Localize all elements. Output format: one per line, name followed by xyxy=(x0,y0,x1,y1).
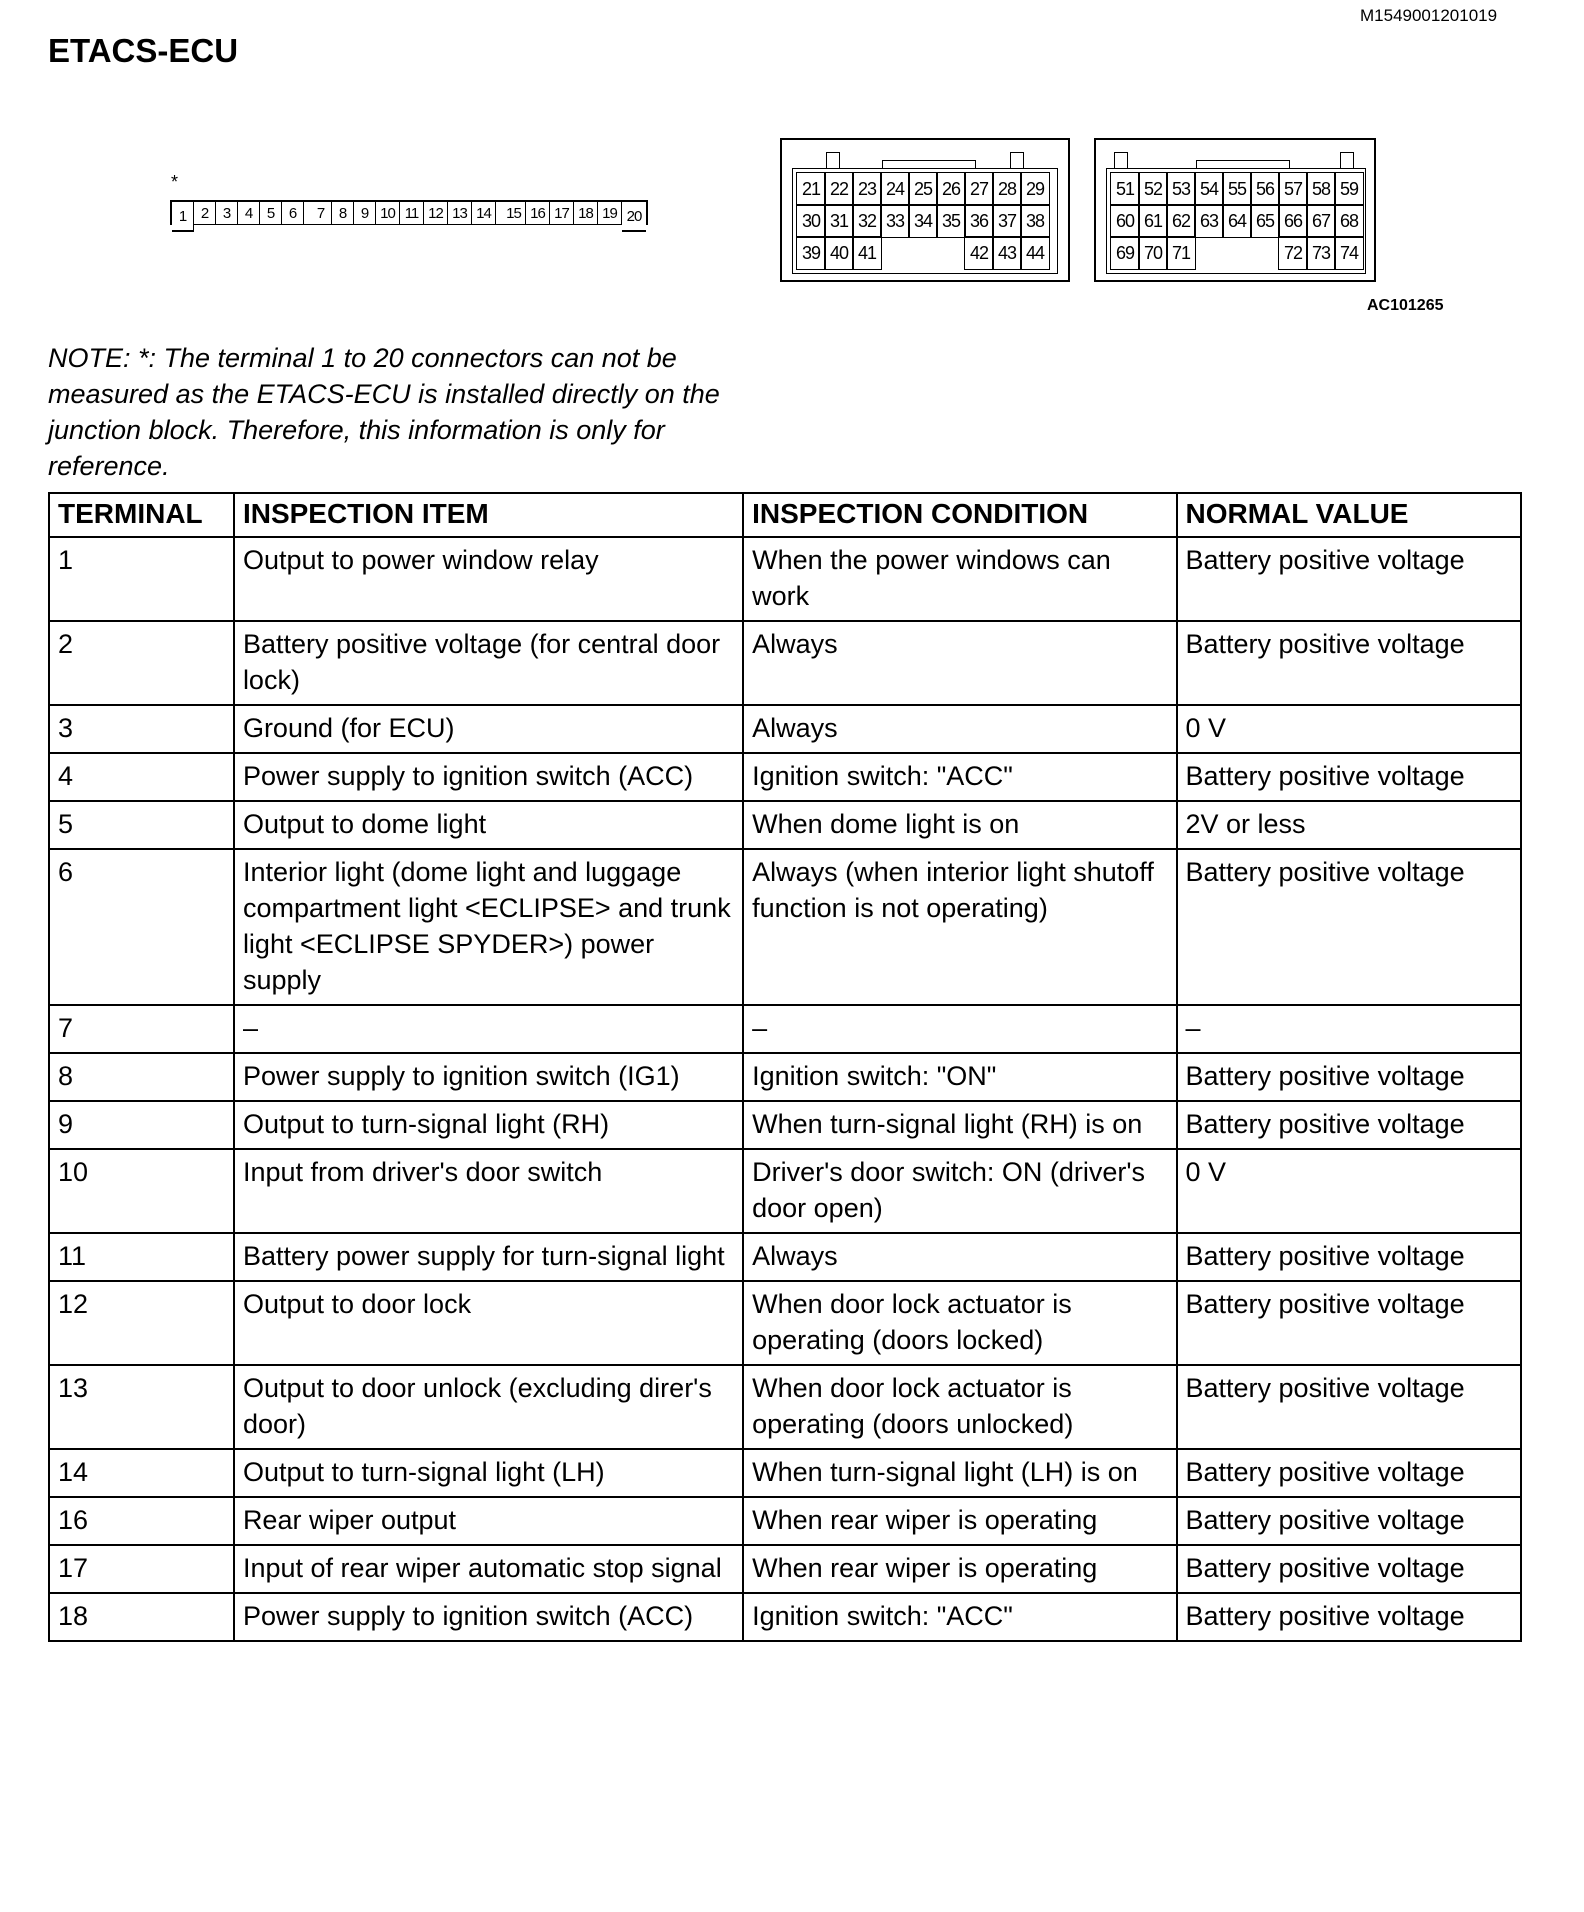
connector-strip-1-20 xyxy=(170,200,648,225)
cell-terminal: 8 xyxy=(49,1053,234,1101)
connector-pin: 30 xyxy=(796,204,825,237)
strip-pin: 2 xyxy=(194,202,216,225)
table-row xyxy=(49,537,1521,621)
reference-note: NOTE: *: The terminal 1 to 20 connectors can not be measured as the ETACS-ECU is installed directly on the junction block. Therefore, this information is only for reference. xyxy=(48,343,720,481)
cell-inspection-condition: When door lock actuator is operating (doors unlocked) xyxy=(743,1365,1176,1449)
connector-pin: 23 xyxy=(852,172,881,205)
connector-pin: 37 xyxy=(992,204,1021,237)
connector-pin: 68 xyxy=(1334,204,1363,237)
strip-pin: 8 xyxy=(332,202,354,225)
document-id: M1549001201019 xyxy=(1360,6,1498,25)
connector-key-left xyxy=(1114,152,1128,169)
connector-pin: 39 xyxy=(796,236,825,269)
cell-inspection-item: Power supply to ignition switch (ACC) xyxy=(234,753,743,801)
cell-normal-value: – xyxy=(1177,1005,1522,1053)
cell-terminal: 12 xyxy=(49,1281,234,1365)
cell-terminal: 7 xyxy=(49,1005,234,1053)
cell-normal-value: Battery positive voltage xyxy=(1177,1449,1522,1497)
table-row xyxy=(49,621,1521,705)
table-row xyxy=(49,1233,1521,1281)
strip-pin: 19 xyxy=(598,202,622,225)
connector-empty-slot xyxy=(1250,236,1279,269)
connector-pin: 31 xyxy=(824,204,853,237)
connector-pin: 26 xyxy=(936,172,965,205)
cell-inspection-condition: When turn-signal light (LH) is on xyxy=(743,1449,1176,1497)
connector-pin: 42 xyxy=(964,236,993,269)
connector-pin: 43 xyxy=(992,236,1021,269)
connector-pin: 58 xyxy=(1306,172,1335,205)
connector-empty-slot xyxy=(880,236,909,269)
connector-pin: 65 xyxy=(1250,204,1279,237)
cell-inspection-item: Output to door unlock (excluding direr's door) xyxy=(234,1365,743,1449)
cell-normal-value: 2V or less xyxy=(1177,801,1522,849)
connector-pin: 40 xyxy=(824,236,853,269)
strip-pin: 9 xyxy=(354,202,376,225)
cell-inspection-condition: When dome light is on xyxy=(743,801,1176,849)
strip-pin: 6 xyxy=(282,202,304,225)
strip-pin: 12 xyxy=(424,202,448,225)
connector-pin: 22 xyxy=(824,172,853,205)
cell-inspection-condition: When rear wiper is operating xyxy=(743,1545,1176,1593)
cell-normal-value: Battery positive voltage xyxy=(1177,1281,1522,1365)
connector-pin: 57 xyxy=(1278,172,1307,205)
cell-inspection-item: Output to turn-signal light (LH) xyxy=(234,1449,743,1497)
cell-inspection-item: Interior light (dome light and luggage compartment light <ECLIPSE> and trunk light <ECLIPSE SPYDER>) power supply xyxy=(234,849,743,1005)
cell-inspection-condition: – xyxy=(743,1005,1176,1053)
strip-pin: 18 xyxy=(574,202,598,225)
cell-terminal: 3 xyxy=(49,705,234,753)
cell-inspection-item: Battery power supply for turn-signal light xyxy=(234,1233,743,1281)
strip-pin: 4 xyxy=(238,202,260,225)
connector-empty-slot xyxy=(1194,236,1223,269)
cell-normal-value: Battery positive voltage xyxy=(1177,621,1522,705)
connector-pin: 62 xyxy=(1166,204,1195,237)
cell-inspection-item: Power supply to ignition switch (ACC) xyxy=(234,1593,743,1641)
strip-pin: 13 xyxy=(448,202,472,225)
cell-inspection-item: Battery positive voltage (for central door lock) xyxy=(234,621,743,705)
connector-pin: 55 xyxy=(1222,172,1251,205)
connector-key-left xyxy=(826,152,840,169)
table-row xyxy=(49,1497,1521,1545)
connector-pin: 32 xyxy=(852,204,881,237)
cell-inspection-condition: Ignition switch: "ACC" xyxy=(743,753,1176,801)
connector-pin: 71 xyxy=(1166,236,1195,269)
table-row xyxy=(49,1593,1521,1641)
connector-pin: 25 xyxy=(908,172,937,205)
cell-inspection-condition: When rear wiper is operating xyxy=(743,1497,1176,1545)
cell-inspection-item: – xyxy=(234,1005,743,1053)
table-row xyxy=(49,1365,1521,1449)
cell-inspection-condition: When turn-signal light (RH) is on xyxy=(743,1101,1176,1149)
connector-pin: 34 xyxy=(908,204,937,237)
cell-inspection-condition: Driver's door switch: ON (driver's door open) xyxy=(743,1149,1176,1233)
cell-normal-value: Battery positive voltage xyxy=(1177,1233,1522,1281)
cell-normal-value: Battery positive voltage xyxy=(1177,1545,1522,1593)
connector-pin: 51 xyxy=(1110,172,1139,205)
cell-inspection-item: Input from driver's door switch xyxy=(234,1149,743,1233)
connector-key-right xyxy=(1340,152,1354,169)
connector-pin: 56 xyxy=(1250,172,1279,205)
strip-pin: 20 xyxy=(622,202,646,232)
connector-pin: 66 xyxy=(1278,204,1307,237)
connector-pin: 64 xyxy=(1222,204,1251,237)
table-row xyxy=(49,801,1521,849)
connector-pin: 28 xyxy=(992,172,1021,205)
cell-inspection-condition: Always (when interior light shutoff function is not operating) xyxy=(743,849,1176,1005)
cell-inspection-item: Output to dome light xyxy=(234,801,743,849)
cell-inspection-condition: Always xyxy=(743,621,1176,705)
cell-inspection-condition: When the power windows can work xyxy=(743,537,1176,621)
cell-inspection-condition: Always xyxy=(743,705,1176,753)
strip-pin: 7 xyxy=(310,202,332,225)
connector-pin: 69 xyxy=(1110,236,1139,269)
connector-empty-slot xyxy=(908,236,937,269)
table-row xyxy=(49,1149,1521,1233)
cell-normal-value: Battery positive voltage xyxy=(1177,1101,1522,1149)
connector-pin: 54 xyxy=(1194,172,1223,205)
cell-terminal: 4 xyxy=(49,753,234,801)
cell-normal-value: Battery positive voltage xyxy=(1177,753,1522,801)
cell-normal-value: Battery positive voltage xyxy=(1177,849,1522,1005)
connector-block-51-74 xyxy=(1094,138,1376,282)
table-row xyxy=(49,1545,1521,1593)
connector-key-right xyxy=(1010,152,1024,169)
connector-pin: 38 xyxy=(1020,204,1049,237)
connector-pin: 72 xyxy=(1278,236,1307,269)
cell-inspection-condition: Ignition switch: "ACC" xyxy=(743,1593,1176,1641)
connector-pin: 59 xyxy=(1334,172,1363,205)
table-row xyxy=(49,705,1521,753)
table-header-row xyxy=(49,493,1521,537)
cell-inspection-item: Input of rear wiper automatic stop signal xyxy=(234,1545,743,1593)
connector-empty-slot xyxy=(1222,236,1251,269)
connector-pin: 70 xyxy=(1138,236,1167,269)
connector-pin: 63 xyxy=(1194,204,1223,237)
cell-terminal: 6 xyxy=(49,849,234,1005)
table-row xyxy=(49,1101,1521,1149)
table-row xyxy=(49,1005,1521,1053)
cell-inspection-condition: Ignition switch: "ON" xyxy=(743,1053,1176,1101)
cell-inspection-item: Power supply to ignition switch (IG1) xyxy=(234,1053,743,1101)
cell-normal-value: 0 V xyxy=(1177,705,1522,753)
strip-pin: 17 xyxy=(550,202,574,225)
table-row xyxy=(49,1053,1521,1101)
table-row xyxy=(49,849,1521,1005)
connector-pin: 24 xyxy=(880,172,909,205)
column-header-inspection-item: INSPECTION ITEM xyxy=(234,493,743,537)
connector-pin: 29 xyxy=(1020,172,1049,205)
cell-terminal: 18 xyxy=(49,1593,234,1641)
strip-pin: 15 xyxy=(502,202,526,225)
strip-pin: 3 xyxy=(216,202,238,225)
cell-inspection-condition: When door lock actuator is operating (doors locked) xyxy=(743,1281,1176,1365)
cell-normal-value: 0 V xyxy=(1177,1149,1522,1233)
connector-pin: 41 xyxy=(852,236,881,269)
figure-id: AC101265 xyxy=(1367,297,1444,314)
cell-terminal: 17 xyxy=(49,1545,234,1593)
connector-pin: 27 xyxy=(964,172,993,205)
cell-inspection-condition: Always xyxy=(743,1233,1176,1281)
connector-pin: 61 xyxy=(1138,204,1167,237)
cell-terminal: 13 xyxy=(49,1365,234,1449)
table-row xyxy=(49,753,1521,801)
strip-pin: 5 xyxy=(260,202,282,225)
column-header-normal-value: NORMAL VALUE xyxy=(1177,493,1522,537)
strip-pin: 11 xyxy=(400,202,424,225)
cell-terminal: 10 xyxy=(49,1149,234,1233)
connector-pin: 36 xyxy=(964,204,993,237)
cell-terminal: 5 xyxy=(49,801,234,849)
table-row xyxy=(49,1281,1521,1365)
connector-pin: 44 xyxy=(1020,236,1049,269)
cell-normal-value: Battery positive voltage xyxy=(1177,1053,1522,1101)
cell-normal-value: Battery positive voltage xyxy=(1177,1497,1522,1545)
connector-pin: 67 xyxy=(1306,204,1335,237)
strip-pin: 16 xyxy=(526,202,550,225)
cell-inspection-item: Output to power window relay xyxy=(234,537,743,621)
connector-pin: 53 xyxy=(1166,172,1195,205)
column-header-terminal: TERMINAL xyxy=(49,493,234,537)
connector-pin: 73 xyxy=(1306,236,1335,269)
cell-terminal: 9 xyxy=(49,1101,234,1149)
connector-pin: 33 xyxy=(880,204,909,237)
connector-block-21-44 xyxy=(780,138,1070,282)
cell-terminal: 2 xyxy=(49,621,234,705)
cell-inspection-item: Output to turn-signal light (RH) xyxy=(234,1101,743,1149)
inspection-table xyxy=(48,492,1522,1642)
asterisk-mark: * xyxy=(171,172,179,192)
connector-empty-slot xyxy=(936,236,965,269)
connector-pin: 21 xyxy=(796,172,825,205)
column-header-inspection-condition: INSPECTION CONDITION xyxy=(743,493,1176,537)
connector-pin: 52 xyxy=(1138,172,1167,205)
cell-inspection-item: Rear wiper output xyxy=(234,1497,743,1545)
connector-pin: 35 xyxy=(936,204,965,237)
strip-pin: 14 xyxy=(472,202,496,225)
cell-terminal: 11 xyxy=(49,1233,234,1281)
cell-inspection-item: Output to door lock xyxy=(234,1281,743,1365)
cell-normal-value: Battery positive voltage xyxy=(1177,1593,1522,1641)
table-row xyxy=(49,1449,1521,1497)
strip-pin: 1 xyxy=(172,202,194,232)
connector-pin: 60 xyxy=(1110,204,1139,237)
cell-normal-value: Battery positive voltage xyxy=(1177,537,1522,621)
cell-terminal: 14 xyxy=(49,1449,234,1497)
cell-terminal: 16 xyxy=(49,1497,234,1545)
page-title: ETACS-ECU xyxy=(48,32,239,69)
cell-terminal: 1 xyxy=(49,537,234,621)
connector-pin: 74 xyxy=(1334,236,1363,269)
cell-inspection-item: Ground (for ECU) xyxy=(234,705,743,753)
strip-pin: 10 xyxy=(376,202,400,225)
cell-normal-value: Battery positive voltage xyxy=(1177,1365,1522,1449)
